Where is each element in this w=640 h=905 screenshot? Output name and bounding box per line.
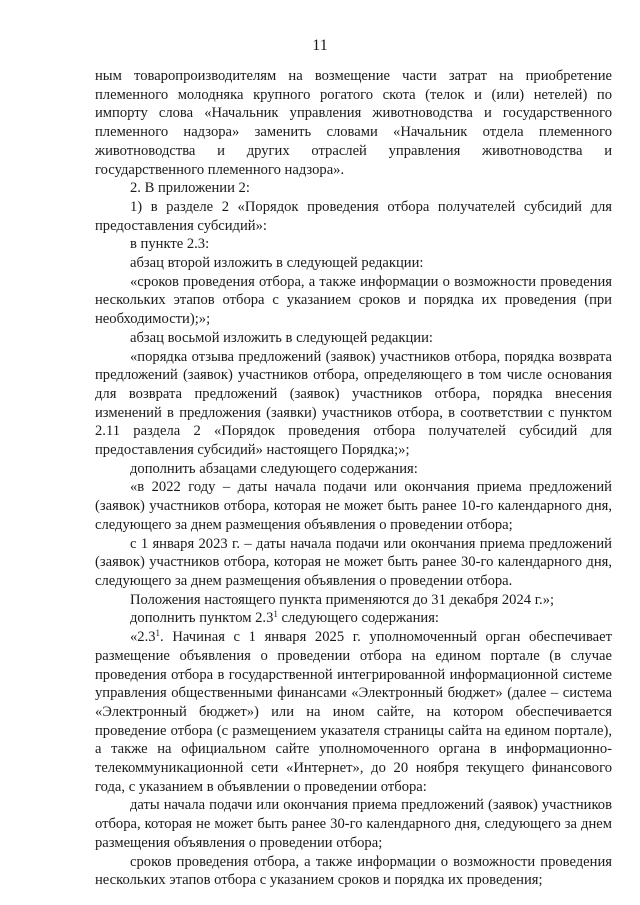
paragraph-6: абзац восьмой изложить в следующей редакции:: [130, 329, 433, 346]
page-number: 11: [312, 37, 328, 54]
paragraph-13: [95, 628, 612, 796]
paragraph-8: дополнить абзацами следующего содержания:: [130, 460, 418, 477]
paragraph-5: «сроков проведения отбора, а также информации о возможности проведения нескольких этапов отбора с указанием сроков и порядка их проведения (при необходимости);»;: [95, 273, 612, 328]
superscript: 1: [155, 628, 161, 639]
paragraph-11: Положения настоящего пункта применяются до 31 декабря 2024 г.»;: [130, 591, 555, 608]
document-body: [95, 67, 612, 890]
paragraph-12: [95, 609, 612, 628]
paragraph-12-text-after: следующего содержания:: [277, 610, 439, 627]
paragraph-10: с 1 января 2023 г. – даты начала подачи или окончания приема предложений (заявок) участников отбора, которая не может быть ранее 30-го календарного дня, следующего за днем размещения объявления о проведении отбора.: [95, 535, 612, 589]
paragraph-2: 1) в разделе 2 «Порядок проведения отбора получателей субсидий для предоставления субсидий»:: [95, 198, 612, 234]
paragraph-14: даты начала подачи или окончания приема предложений (заявок) участников отбора, которая не может быть ранее 30-го календарного дня, следующего за днем размещения объявления о проведении отбора;: [95, 797, 612, 851]
paragraph-1: 2. В приложении 2:: [130, 180, 250, 197]
paragraph-13-text-after: . Начиная с 1 января 2025 г. уполномоченный орган обеспечивает размещение объявления о проведении отбора на едином портале (в случае проведения отбора в государственной интегрированной информационной системе управления общественными финансами «Электронный бюджет» (далее – система «Электронный бюджет») или на ином сайте, на котором обеспечивается проведение отбора (с размещением указателя страницы сайта на едином портале), а также на официальном сайте уполномоченного органа в информационно-телекоммуникационной сети «Интернет», до 20 ноября текущего финансового года, с указанием в объявлении о проведении отбора:: [95, 629, 612, 795]
paragraph-4: абзац второй изложить в следующей редакции:: [130, 255, 424, 272]
paragraph-7: «порядка отзыва предложений (заявок) участников отбора, порядка возврата предложений (заявок) участников отбора, определяющего в том числе основания для возврата предложений (заявок) участников отбора, порядка внесения изменений в предложения (заявки) участников отбора, в соответствии с пунктом 2.11 раздела 2 «Порядок проведения отбора получателей субсидий для предоставления субсидий» настоящего Порядка;»;: [95, 348, 612, 459]
paragraph-13-text-before: «2.3: [130, 629, 156, 646]
paragraph-15: сроков проведения отбора, а также информации о возможности проведения нескольких этапов отбора с указанием сроков и порядка их проведения;: [95, 853, 612, 889]
paragraph-3: в пункте 2.3:: [130, 236, 210, 253]
paragraph-12-text-before: дополнить пунктом 2.3: [130, 610, 274, 627]
paragraph-0: ным товаропроизводителям на возмещение части затрат на приобретение племенного молодняка крупного рогатого скота (телок и (или) нетелей) по импорту слова «Начальник управления животноводства и государственного племенного надзора» заменить словами «Начальник отдела племенного животноводства и других отраслей управления животноводства и государственного племенного надзора».: [95, 68, 612, 178]
superscript: 1: [273, 609, 278, 620]
paragraph-9: «в 2022 году – даты начала подачи или окончания приема предложений (заявок) участников отбора, которая не может быть ранее 10-го календарного дня, следующего за днем размещения объявления о проведении отбора;: [95, 479, 612, 533]
